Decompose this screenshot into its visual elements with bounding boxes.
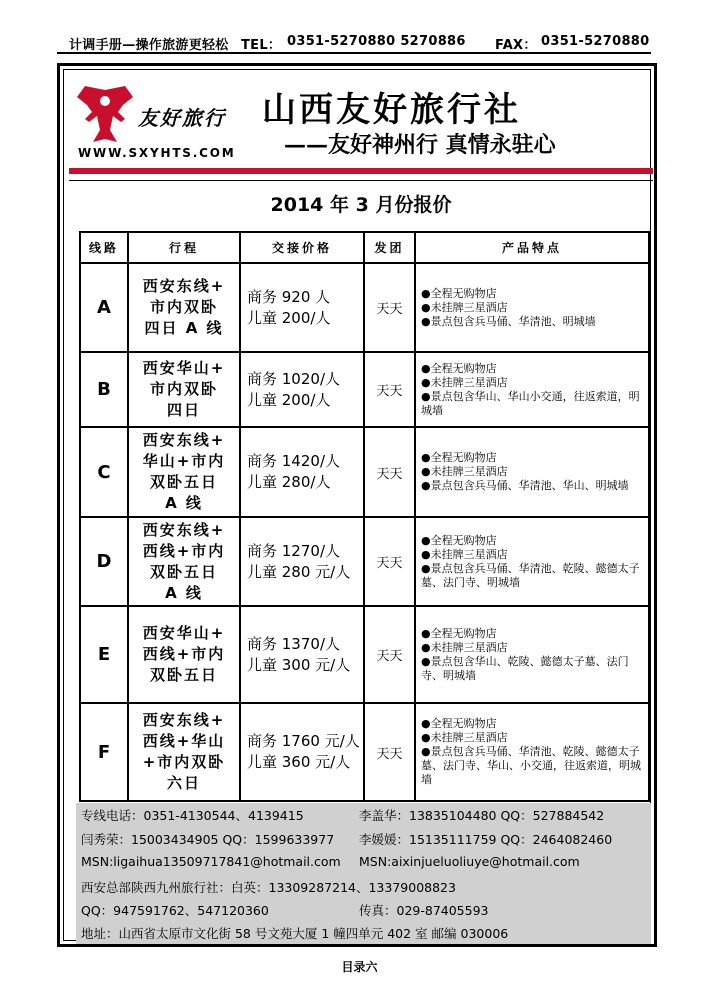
price-list-title: 2014 年 3 月份报价 — [270, 194, 452, 216]
price-table — [79, 231, 650, 802]
features-cell — [415, 263, 649, 352]
fax-number: 传真：029-87405593 — [359, 903, 489, 918]
price-child: 儿童 280/人 — [247, 473, 331, 491]
company-website: WWW.SXYHTS.COM — [78, 146, 236, 160]
route-line: 市内双卧 — [149, 298, 218, 316]
sheet-inner-border — [63, 69, 651, 941]
table-row — [80, 427, 649, 517]
route-line: 西安东线+ — [142, 431, 226, 449]
route-cell — [128, 517, 240, 606]
price-business: 商务 1270/人 — [247, 541, 340, 560]
column-header-price: 交接价格 — [240, 232, 364, 263]
features-cell — [415, 427, 649, 517]
price-business: 商务 920 人 — [247, 287, 331, 306]
column-header-line: 线路 — [80, 232, 128, 263]
features-cell — [415, 352, 649, 427]
feature-item: ●景点包含华山、乾陵、懿德太子墓、法门寺、明城墙 — [421, 654, 629, 682]
route-line: 西线+市内 — [142, 541, 226, 560]
company-slogan: ——友好神州行 真情永驻心 — [284, 132, 556, 158]
price-cell — [240, 703, 364, 801]
table-row — [80, 517, 649, 606]
price-child: 儿童 200/人 — [247, 308, 331, 327]
features-cell — [415, 606, 649, 703]
table-header-row — [80, 232, 649, 263]
departure-cell: 天天 — [364, 352, 415, 427]
feature-item: ●未挂牌三星酒店 — [421, 375, 508, 389]
table-row — [80, 606, 649, 703]
company-name: 山西友好旅行社 — [262, 90, 521, 130]
feature-item: ●未挂牌三星酒店 — [421, 547, 508, 561]
feature-item: ●景点包含兵马俑、华清池、乾陵、懿德太子墓、法门寺、华山、小交通，往返索道，明城墙 — [421, 745, 641, 786]
line-code: B — [80, 352, 128, 427]
contact-panel — [76, 803, 651, 944]
red-divider — [69, 168, 653, 174]
route-cell — [128, 352, 240, 427]
line-code: F — [80, 703, 128, 801]
features-cell — [415, 703, 649, 801]
route-line: 西安东线+ — [142, 711, 226, 729]
feature-item: ●未挂牌三星酒店 — [421, 465, 508, 478]
price-business: 商务 1370/人 — [247, 634, 340, 653]
table-row — [80, 703, 649, 801]
line-code: C — [80, 427, 128, 517]
xian-headquarters: 西安总部陕西九州旅行社：白英：13309287214、13379008823 — [81, 880, 456, 895]
route-line: A 线 — [165, 494, 203, 512]
feature-item: ●景点包含兵马俑、华清池、华山、明城墙 — [421, 479, 629, 492]
line-code: E — [80, 606, 128, 703]
price-cell — [240, 606, 364, 703]
logo-name: 友好旅行 — [138, 106, 226, 130]
msn-address[interactable]: MSN:ligaihua13509717841@hotmail.com — [81, 854, 341, 869]
route-line: 西线+市内 — [142, 645, 226, 663]
qq-numbers: QQ：947591762、547120360 — [81, 903, 269, 918]
logo-mark-icon — [76, 84, 134, 146]
feature-item: ●全程无购物店 — [421, 717, 497, 730]
column-header-departure: 发团 — [364, 232, 415, 263]
line-code: D — [80, 517, 128, 606]
route-cell — [128, 703, 240, 801]
route-line: 四日 A 线 — [144, 319, 224, 337]
price-child: 儿童 200/人 — [247, 390, 331, 409]
price-child: 儿童 280 元/人 — [247, 562, 351, 581]
price-cell — [240, 517, 364, 606]
feature-item: ●景点包含华山、华山小交通，往返索道，明城墙 — [421, 389, 640, 417]
hotline-text: 专线电话：0351-4130544、4139415 — [81, 808, 304, 823]
price-cell — [240, 263, 364, 352]
price-cell — [240, 427, 364, 517]
route-cell — [128, 427, 240, 517]
contact-li-gaihua: 李盖华：13835104480 QQ：527884542 — [359, 808, 605, 823]
departure-cell: 天天 — [364, 427, 415, 517]
route-line: 双卧五日 — [149, 562, 218, 581]
price-child: 儿童 360 元/人 — [247, 753, 351, 771]
msn-address[interactable]: MSN:aixinjueluoliuye@hotmail.com — [359, 854, 580, 869]
feature-item: ●全程无购物店 — [421, 451, 497, 464]
feature-item: ●景点包含兵马俑、华清池、乾陵、懿德太子墓、法门寺、明城墙 — [421, 561, 640, 589]
table-row — [80, 263, 649, 352]
office-address: 地址：山西省太原市文化街 58 号文苑大厦 1 幢四单元 402 室 邮编 030006 — [81, 926, 509, 941]
header-fax-number: 0351-5270880 — [541, 34, 650, 49]
departure-cell: 天天 — [364, 263, 415, 352]
route-line: 六日 — [166, 774, 201, 792]
route-cell — [128, 606, 240, 703]
feature-item: ●未挂牌三星酒店 — [421, 300, 508, 314]
route-line: +市内双卧 — [142, 753, 226, 771]
price-sheet — [57, 63, 657, 947]
feature-item: ●全程无购物店 — [421, 286, 497, 300]
route-line: 西安东线+ — [142, 277, 226, 295]
header-tel-numbers: 0351-5270880 5270886 — [287, 34, 466, 49]
header-bar — [57, 32, 651, 54]
departure-cell: 天天 — [364, 517, 415, 606]
feature-item: ●未挂牌三星酒店 — [421, 731, 508, 744]
header-fax-label: FAX： — [495, 38, 537, 53]
departure-cell: 天天 — [364, 606, 415, 703]
route-cell — [128, 263, 240, 352]
thin-divider — [69, 180, 653, 181]
route-line: 华山+市内 — [142, 452, 226, 470]
contact-yan-xiurong: 闫秀荣：15003434905 QQ：1599633977 — [81, 832, 335, 847]
price-business: 商务 1020/人 — [247, 369, 340, 388]
route-line: 西安华山+ — [142, 624, 226, 642]
table-row — [80, 352, 649, 427]
price-business: 商务 1420/人 — [247, 452, 340, 470]
company-logo — [76, 80, 244, 164]
price-business: 商务 1760 元/人 — [247, 732, 360, 750]
route-line: 双卧五日 — [149, 666, 218, 684]
route-line: 西安东线+ — [142, 520, 226, 539]
feature-item: ●全程无购物店 — [421, 626, 497, 640]
route-line: 西线+华山 — [142, 732, 226, 750]
route-line: 双卧五日 — [149, 473, 218, 491]
feature-item: ●全程无购物店 — [421, 533, 497, 547]
route-line: A 线 — [165, 583, 203, 602]
departure-cell: 天天 — [364, 703, 415, 801]
route-line: 西安华山+ — [142, 359, 226, 377]
features-cell — [415, 517, 649, 606]
page-label: 目录六 — [341, 960, 378, 974]
contact-li-yuanyuan: 李媛媛：15135111759 QQ：2464082460 — [359, 832, 613, 847]
price-cell — [240, 352, 364, 427]
price-child: 儿童 300 元/人 — [247, 655, 351, 674]
feature-item: ●未挂牌三星酒店 — [421, 640, 508, 654]
line-code: A — [80, 263, 128, 352]
route-line: 市内双卧 — [149, 380, 218, 398]
column-header-route: 行程 — [128, 232, 240, 263]
feature-item: ●全程无购物店 — [421, 361, 497, 375]
header-tagline: 计调手册—操作旅游更轻松 — [69, 38, 229, 53]
header-tel-label: TEL： — [241, 38, 282, 53]
route-line: 四日 — [166, 401, 201, 419]
feature-item: ●景点包含兵马俑、华清池、明城墙 — [421, 314, 596, 328]
column-header-features: 产品特点 — [415, 232, 649, 263]
